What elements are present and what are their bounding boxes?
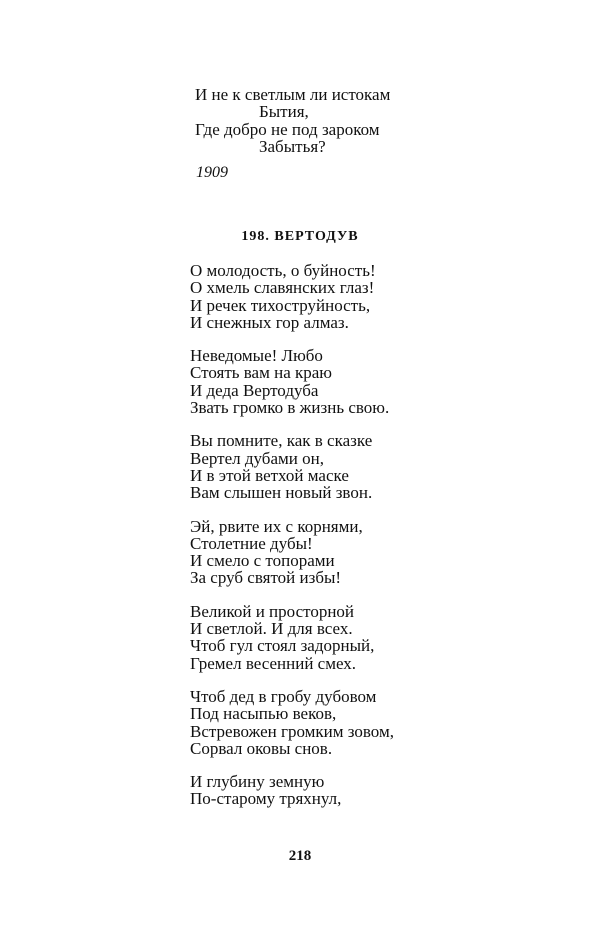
verse-line: Гремел весенний смех.: [190, 653, 357, 673]
verse-line: О хмель славянских глаз!: [190, 278, 375, 298]
verse-line: Встревожен громким зовом,: [190, 721, 394, 741]
verse-line: Столетние дубы!: [190, 533, 313, 553]
verse-line: Чтоб гул стоял задорный,: [190, 636, 375, 656]
verse-line: И снежных гор алмаз.: [190, 312, 349, 332]
stanza: [190, 347, 394, 416]
verse-line: И не к светлым ли истокам: [195, 85, 391, 104]
verse-line: Великой и просторной: [190, 601, 355, 621]
verse-line: И смело с топорами: [190, 551, 335, 571]
stanza: [190, 262, 394, 331]
verse-line: И речек тихоструйность,: [190, 295, 371, 315]
verse-line: По-старому тряхнул,: [190, 789, 342, 809]
verse-line: Где добро не под зароком: [195, 119, 380, 139]
verse-line: И светлой. И для всех.: [190, 619, 353, 639]
previous-poem-ending: [195, 86, 390, 155]
poem-title: 198. ВЕРТОДУВ: [241, 229, 359, 244]
poem-body: [190, 262, 394, 824]
stanza: [190, 518, 394, 587]
verse-line: И деда Вертодуба: [190, 380, 319, 400]
verse-line: Вам слышен новый звон.: [190, 483, 373, 503]
page-number: 218: [288, 848, 312, 864]
verse-line: Звать громко в жизнь свою.: [190, 398, 390, 418]
verse-line: Чтоб дед в гробу дубовом: [190, 686, 377, 706]
verse-line: Эй, рвите их с корнями,: [190, 516, 363, 536]
verse-line: Вы помните, как в сказке: [190, 431, 373, 451]
stanza: [190, 603, 394, 672]
poem-date: 1909: [196, 164, 228, 181]
verse-line: Бытия,: [259, 102, 309, 122]
verse-line: За сруб святой избы!: [190, 568, 342, 588]
verse-line: И глубину земную: [190, 772, 325, 792]
verse-line: Неведомые! Любо: [190, 346, 323, 366]
verse-line: И в этой ветхой маске: [190, 465, 349, 485]
stanza: [190, 688, 394, 757]
verse-line: Под насыпью веков,: [190, 704, 337, 724]
verse-line: Вертел дубами он,: [190, 448, 324, 468]
stanza: [190, 432, 394, 501]
stanza: [190, 773, 394, 808]
verse-line: Стоять вам на краю: [190, 363, 333, 383]
verse-line: Сорвал оковы снов.: [190, 738, 333, 758]
verse-line: О молодость, о буйность!: [190, 261, 376, 280]
verse-line: Забытья?: [259, 136, 326, 156]
